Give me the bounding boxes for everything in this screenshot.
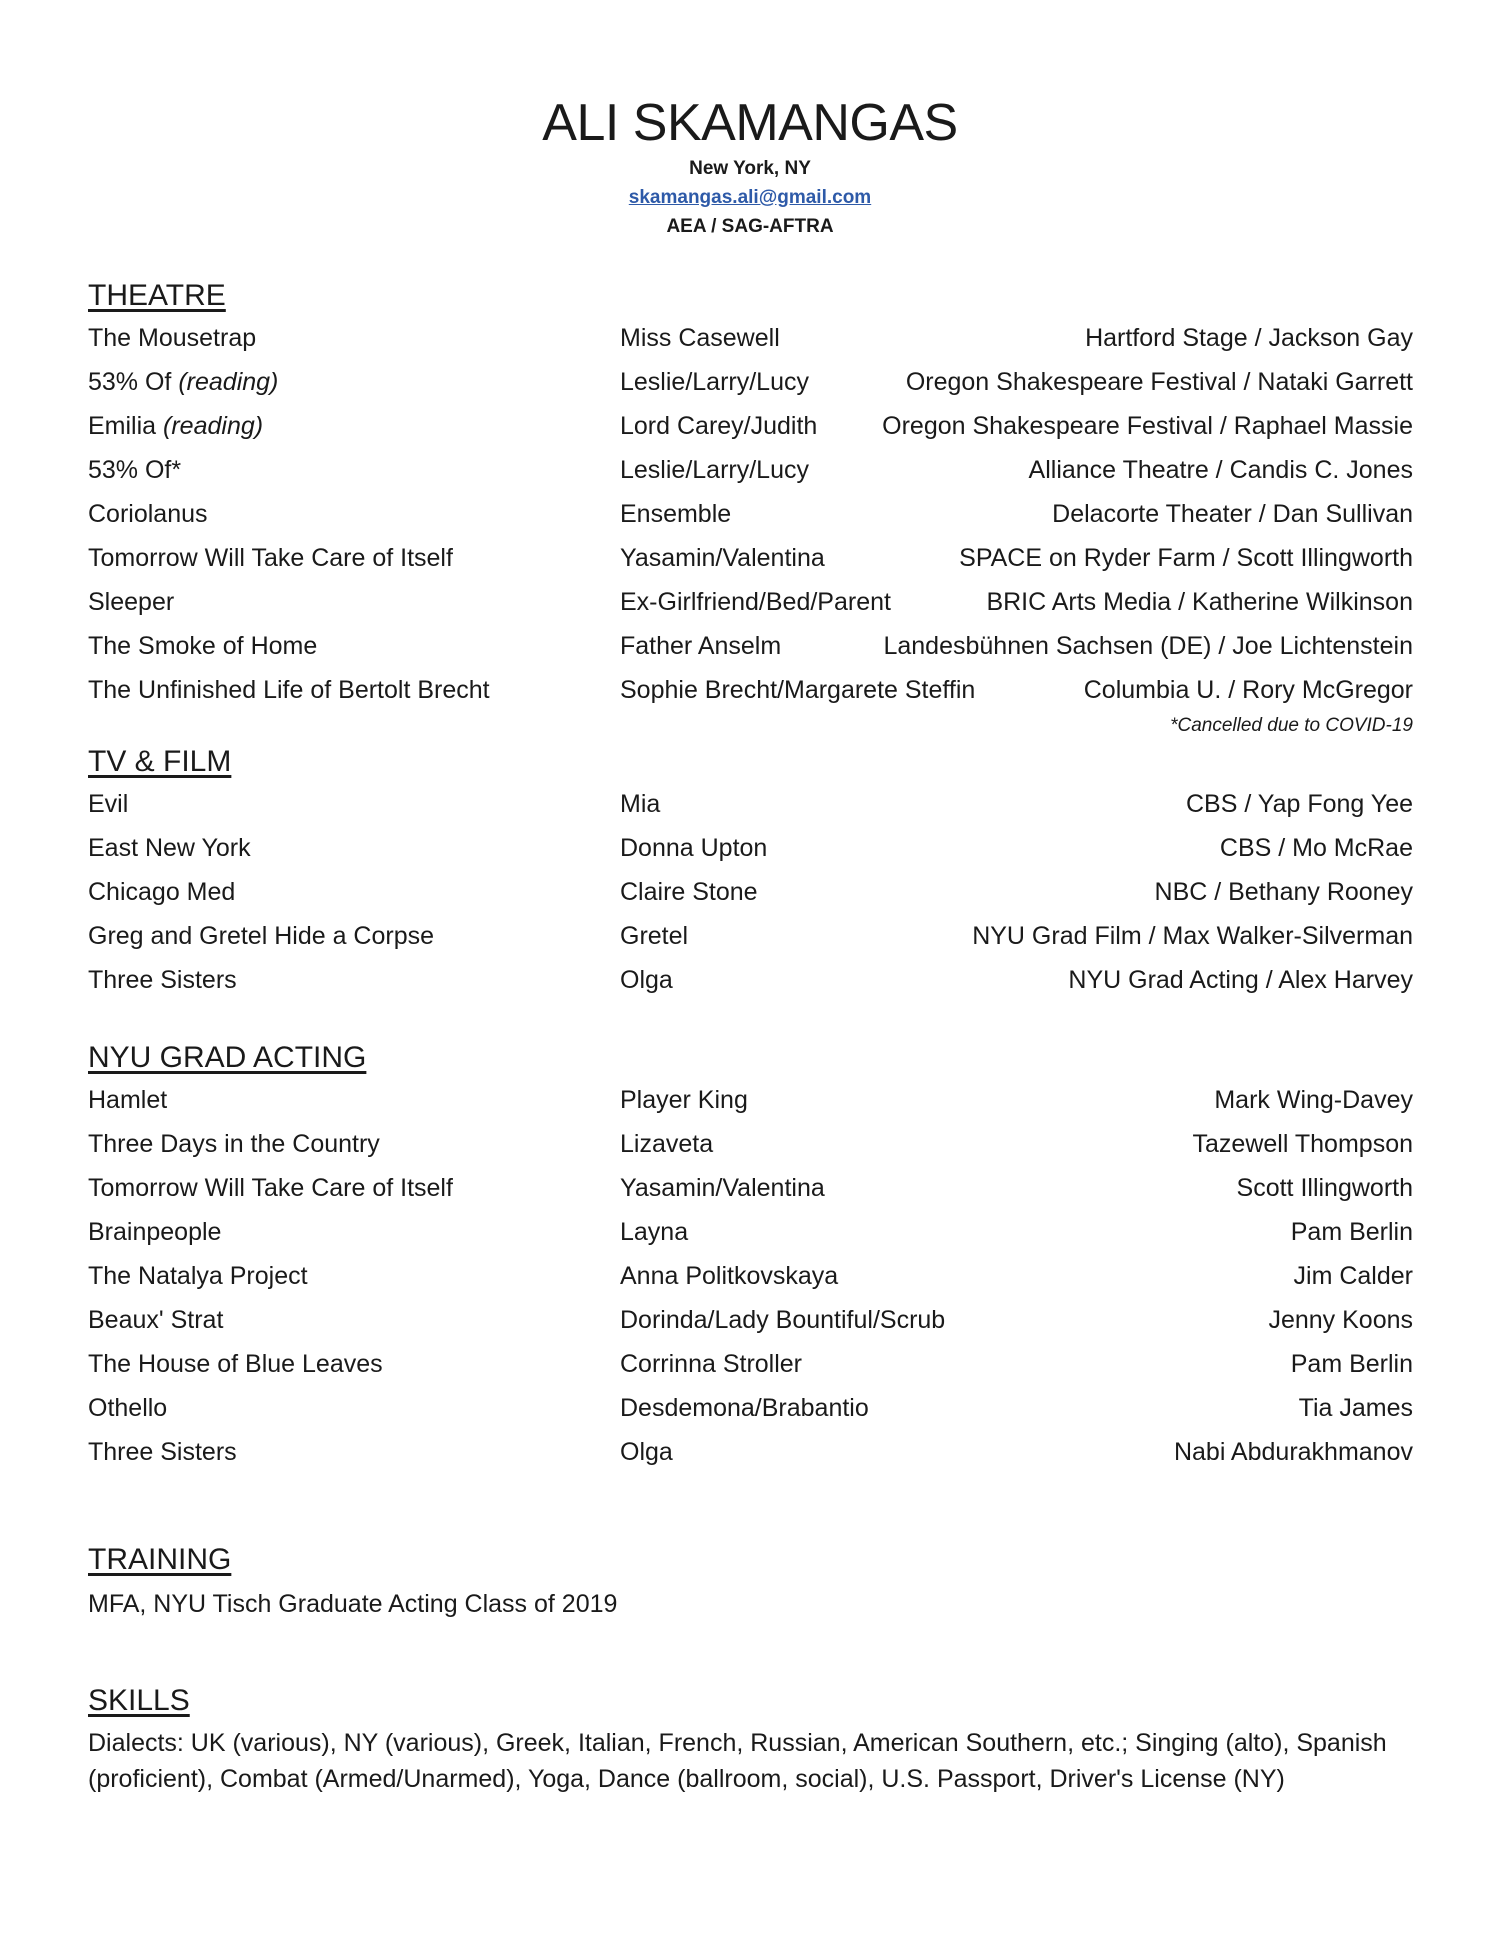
director: Pam Berlin bbox=[1290, 1218, 1413, 1246]
table-row bbox=[88, 404, 1413, 448]
company-director: Landesbühnen Sachsen (DE) / Joe Lichtenstein bbox=[883, 632, 1413, 660]
role: Lizaveta bbox=[620, 1130, 714, 1158]
table-row bbox=[88, 1342, 1413, 1386]
table-row bbox=[88, 580, 1413, 624]
table-row bbox=[88, 1298, 1413, 1342]
nyu-list bbox=[88, 1078, 1413, 1474]
company-director: NBC / Bethany Rooney bbox=[1154, 878, 1413, 906]
unions: AEA / SAG-AFTRA bbox=[666, 216, 834, 237]
role: Desdemona/Brabantio bbox=[620, 1394, 869, 1422]
table-row bbox=[88, 1122, 1413, 1166]
training-text: MFA, NYU Tisch Graduate Acting Class of 2019 bbox=[88, 1590, 618, 1618]
role: Sophie Brecht/Margarete Steffin bbox=[620, 676, 976, 704]
company-director: Oregon Shakespeare Festival / Nataki Garrett bbox=[905, 368, 1413, 396]
company-director: NYU Grad Acting / Alex Harvey bbox=[1068, 966, 1413, 994]
show-title: Brainpeople bbox=[88, 1218, 222, 1246]
show-title: Beaux' Strat bbox=[88, 1306, 224, 1334]
location: New York, NY bbox=[689, 158, 811, 179]
company-director: Hartford Stage / Jackson Gay bbox=[1085, 324, 1413, 352]
skills-section bbox=[88, 1681, 1413, 1797]
show-title: 53% Of* bbox=[88, 456, 182, 484]
role: Yasamin/Valentina bbox=[620, 1174, 825, 1202]
role: Olga bbox=[620, 966, 673, 994]
role: Claire Stone bbox=[620, 878, 758, 906]
company-director: Delacorte Theater / Dan Sullivan bbox=[1052, 500, 1413, 528]
role: Dorinda/Lady Bountiful/Scrub bbox=[620, 1306, 946, 1334]
company-director: Alliance Theatre / Candis C. Jones bbox=[1028, 456, 1413, 484]
table-row bbox=[88, 492, 1413, 536]
theatre-section bbox=[88, 276, 1413, 740]
show-title-cell bbox=[88, 404, 263, 448]
show-title: Othello bbox=[88, 1394, 168, 1422]
company-director: Columbia U. / Rory McGregor bbox=[1083, 676, 1413, 704]
company-director: NYU Grad Film / Max Walker-Silverman bbox=[972, 922, 1413, 950]
show-title: 53% Of bbox=[88, 368, 172, 396]
director: Tazewell Thompson bbox=[1192, 1130, 1413, 1158]
director: Jim Calder bbox=[1293, 1262, 1413, 1290]
tvfilm-section bbox=[88, 742, 1413, 1002]
director: Nabi Abdurakhmanov bbox=[1173, 1438, 1413, 1466]
table-row bbox=[88, 870, 1413, 914]
show-title: Greg and Gretel Hide a Corpse bbox=[88, 922, 435, 950]
show-title: Tomorrow Will Take Care of Itself bbox=[88, 544, 453, 572]
director: Jenny Koons bbox=[1268, 1306, 1413, 1334]
resume-header bbox=[0, 92, 1500, 241]
show-title: The Smoke of Home bbox=[88, 632, 318, 660]
table-row bbox=[88, 1386, 1413, 1430]
table-row bbox=[88, 360, 1413, 404]
table-row bbox=[88, 668, 1413, 712]
show-title: The Mousetrap bbox=[88, 324, 257, 352]
company-director: CBS / Yap Fong Yee bbox=[1185, 790, 1413, 818]
table-row bbox=[88, 782, 1413, 826]
nyu-section bbox=[88, 1038, 1413, 1474]
role: Miss Casewell bbox=[620, 324, 780, 352]
role: Yasamin/Valentina bbox=[620, 544, 825, 572]
show-title: Tomorrow Will Take Care of Itself bbox=[88, 1174, 453, 1202]
table-row bbox=[88, 536, 1413, 580]
director: Scott Illingworth bbox=[1236, 1174, 1413, 1202]
role: Father Anselm bbox=[620, 632, 782, 660]
skills-heading: SKILLS bbox=[88, 1684, 190, 1717]
company-director: CBS / Mo McRae bbox=[1219, 834, 1413, 862]
table-row bbox=[88, 826, 1413, 870]
show-title: Three Sisters bbox=[88, 966, 237, 994]
table-row bbox=[88, 1078, 1413, 1122]
tvfilm-list bbox=[88, 782, 1413, 1002]
reading-note: (reading) bbox=[178, 368, 279, 396]
table-row bbox=[88, 958, 1413, 1002]
skills-line: (proficient), Combat (Armed/Unarmed), Yoga, Dance (ballroom, social), U.S. Passport, Driver's License (NY) bbox=[88, 1765, 1285, 1793]
role: Leslie/Larry/Lucy bbox=[620, 368, 809, 396]
table-row bbox=[88, 1254, 1413, 1298]
show-title: Three Days in the Country bbox=[88, 1130, 380, 1158]
actor-name: ALI SKAMANGAS bbox=[542, 94, 958, 152]
show-title-cell bbox=[88, 360, 278, 404]
table-row bbox=[88, 316, 1413, 360]
show-title: East New York bbox=[88, 834, 251, 862]
table-row bbox=[88, 448, 1413, 492]
company-director: BRIC Arts Media / Katherine Wilkinson bbox=[986, 588, 1413, 616]
nyu-heading: NYU GRAD ACTING bbox=[88, 1041, 367, 1074]
role: Olga bbox=[620, 1438, 673, 1466]
director: Tia James bbox=[1298, 1394, 1413, 1422]
theatre-list bbox=[88, 316, 1413, 740]
show-title: Coriolanus bbox=[88, 500, 208, 528]
role: Donna Upton bbox=[620, 834, 768, 862]
show-title: Evil bbox=[88, 790, 129, 818]
show-title: The House of Blue Leaves bbox=[88, 1350, 383, 1378]
role: Anna Politkovskaya bbox=[620, 1262, 839, 1290]
role: Ensemble bbox=[620, 500, 732, 528]
role: Corrinna Stroller bbox=[620, 1350, 803, 1378]
table-row bbox=[88, 1210, 1413, 1254]
table-row bbox=[88, 624, 1413, 668]
show-title: Three Sisters bbox=[88, 1438, 237, 1466]
show-title: The Natalya Project bbox=[88, 1262, 308, 1290]
director: Pam Berlin bbox=[1290, 1350, 1413, 1378]
company-director: SPACE on Ryder Farm / Scott Illingworth bbox=[959, 544, 1413, 572]
skills-text bbox=[88, 1725, 1413, 1797]
role: Ex-Girlfriend/Bed/Parent bbox=[620, 588, 891, 616]
role: Player King bbox=[620, 1086, 748, 1114]
table-row bbox=[88, 914, 1413, 958]
role: Lord Carey/Judith bbox=[620, 412, 818, 440]
skills-line: Dialects: UK (various), NY (various), Greek, Italian, French, Russian, American Southern, etc.; Singing (alto), Spanish bbox=[88, 1729, 1387, 1757]
covid-footnote: *Cancelled due to COVID-19 bbox=[1170, 715, 1413, 736]
company-director: Oregon Shakespeare Festival / Raphael Massie bbox=[882, 412, 1413, 440]
role: Gretel bbox=[620, 922, 689, 950]
show-title: Sleeper bbox=[88, 588, 175, 616]
director: Mark Wing-Davey bbox=[1214, 1086, 1413, 1114]
training-section bbox=[88, 1540, 1413, 1622]
theatre-heading: THEATRE bbox=[88, 279, 226, 312]
show-title: Emilia bbox=[88, 412, 157, 440]
email-link[interactable]: skamangas.ali@gmail.com bbox=[628, 187, 872, 208]
role: Leslie/Larry/Lucy bbox=[620, 456, 809, 484]
role: Layna bbox=[620, 1218, 689, 1246]
training-heading: TRAINING bbox=[88, 1543, 232, 1576]
show-title: Chicago Med bbox=[88, 878, 236, 906]
table-row bbox=[88, 1166, 1413, 1210]
show-title: Hamlet bbox=[88, 1086, 168, 1114]
show-title: The Unfinished Life of Bertolt Brecht bbox=[88, 676, 490, 704]
tvfilm-heading: TV & FILM bbox=[88, 745, 232, 778]
reading-note: (reading) bbox=[163, 412, 264, 440]
role: Mia bbox=[620, 790, 661, 818]
table-row bbox=[88, 1430, 1413, 1474]
